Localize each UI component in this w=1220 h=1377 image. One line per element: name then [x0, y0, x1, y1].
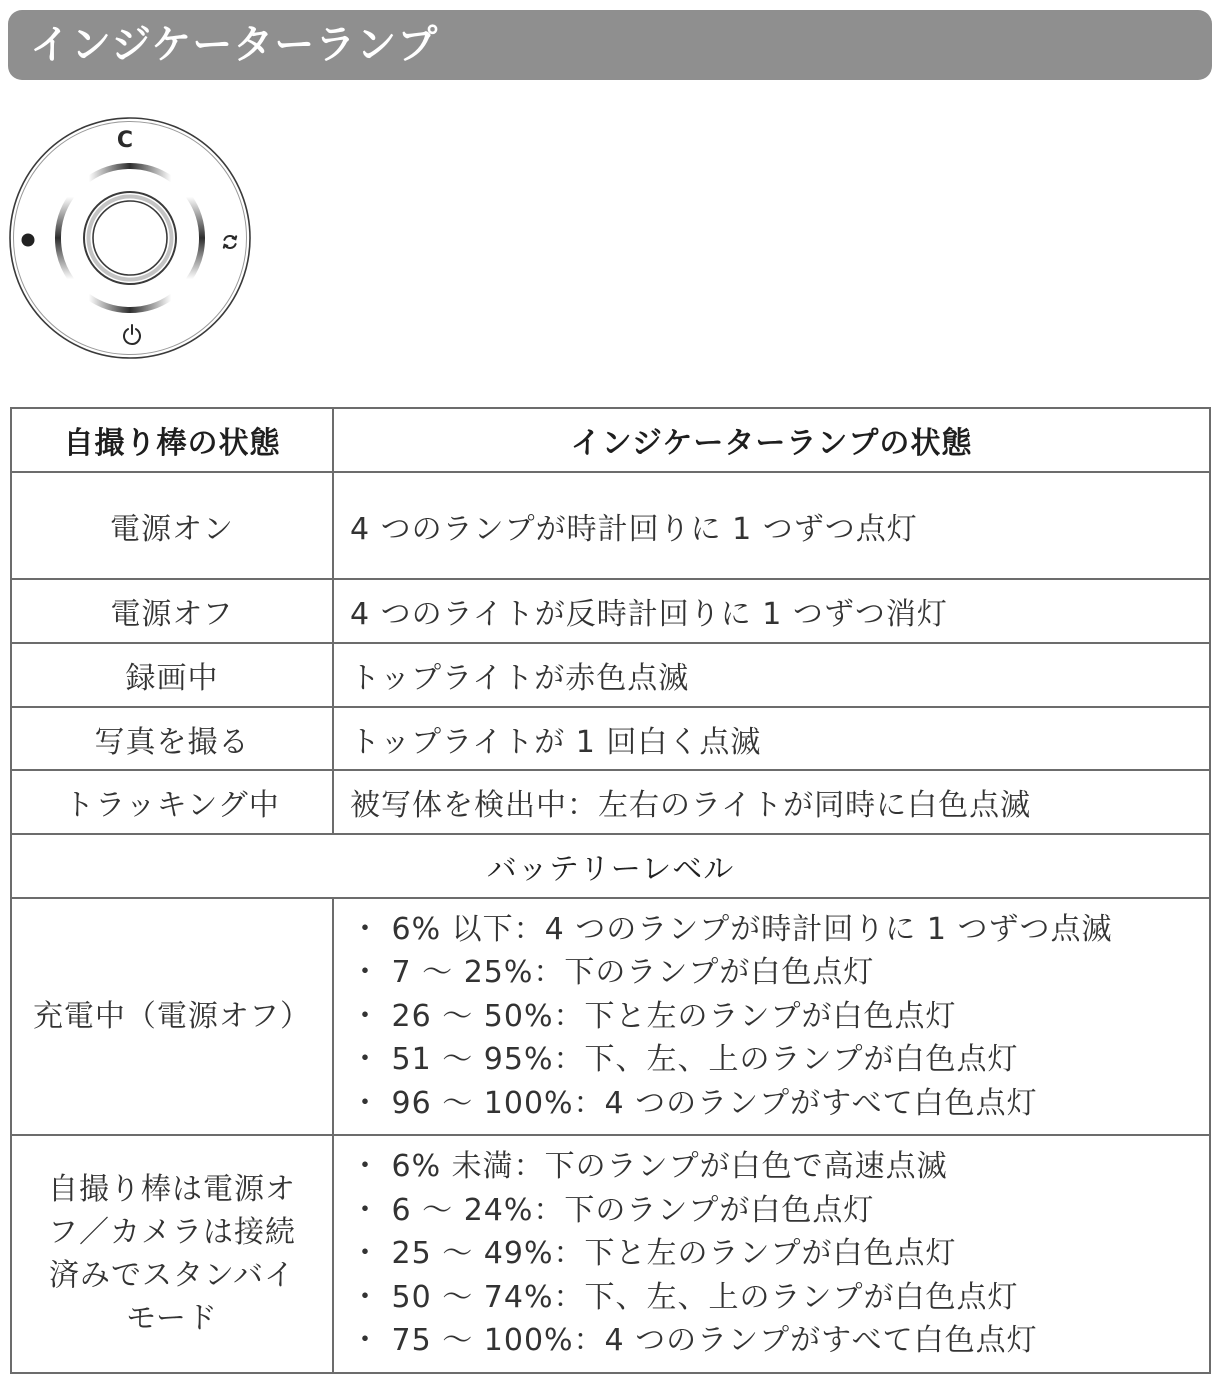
list-item: ・ 6% 以下：4 つのランプが時計回りに 1 つずつ点滅 [350, 911, 1113, 947]
state-cell: 写真を撮る [11, 707, 333, 770]
list-item: ・ 26 ～ 50%：下と左のランプが白色点灯 [350, 998, 957, 1034]
list-item: ・ 7 ～ 25%：下のランプが白色点灯 [350, 955, 875, 991]
list-item: ・ 96 ～ 100%：4 つのランプがすべて白色点灯 [350, 1085, 1038, 1121]
battery-section-label: バッテリーレベル [11, 834, 1210, 898]
state-line: モード [126, 1301, 218, 1336]
state-line: 自撮り棒は電源オ [48, 1172, 296, 1207]
table-row [11, 770, 1210, 834]
table-row [11, 643, 1210, 707]
center-button-inner [93, 201, 167, 275]
state-cell: トラッキング中 [11, 770, 333, 834]
table-row [11, 472, 1210, 579]
state-line: 充電中（電源オフ） [32, 999, 312, 1034]
state-line: 済みでスタンバイ [49, 1258, 295, 1293]
state-cell [11, 1135, 333, 1373]
state-cell: 電源オン [11, 472, 333, 579]
c-button-label: C [116, 128, 134, 153]
table-row [11, 898, 1210, 1135]
lamp-cell: 4 つのランプが時計回りに 1 つずつ点灯 [333, 472, 1210, 579]
indicator-table [10, 407, 1211, 1374]
section-row [11, 834, 1210, 898]
list-item: ・ 75 ～ 100%：4 つのランプがすべて白色点灯 [350, 1323, 1038, 1359]
column-header-state: 自撮り棒の状態 [11, 408, 333, 472]
state-cell: 録画中 [11, 643, 333, 707]
column-header-lamp: インジケーターランプの状態 [333, 408, 1210, 472]
list-item: ・ 50 ～ 74%：下、左、上のランプが白色点灯 [350, 1279, 1019, 1315]
table-row [11, 1135, 1210, 1373]
record-dot-icon [22, 234, 35, 247]
list-item: ・ 25 ～ 49%：下と左のランプが白色点灯 [350, 1236, 957, 1272]
table-header-row [11, 408, 1210, 472]
table-row [11, 579, 1210, 643]
lamp-cell: トップライトが 1 回白く点滅 [333, 707, 1210, 770]
section-title: インジケーターランプ [30, 22, 439, 68]
state-line: フ／カメラは接続 [48, 1215, 296, 1250]
device-diagram [8, 116, 254, 362]
section-header [8, 10, 1212, 80]
state-cell [11, 898, 333, 1135]
list-item: ・ 6 ～ 24%：下のランプが白色点灯 [350, 1192, 875, 1228]
list-item: ・ 6% 未満：下のランプが白色で高速点滅 [350, 1149, 948, 1185]
lamp-cell: 被写体を検出中：左右のライトが同時に白色点滅 [333, 770, 1210, 834]
lamp-cell [333, 1135, 1210, 1373]
state-cell: 電源オフ [11, 579, 333, 643]
lamp-cell [333, 898, 1210, 1135]
lamp-cell: 4 つのライトが反時計回りに 1 つずつ消灯 [333, 579, 1210, 643]
table-row [11, 707, 1210, 770]
lamp-cell: トップライトが赤色点滅 [333, 643, 1210, 707]
list-item: ・ 51 ～ 95%：下、左、上のランプが白色点灯 [350, 1042, 1019, 1078]
